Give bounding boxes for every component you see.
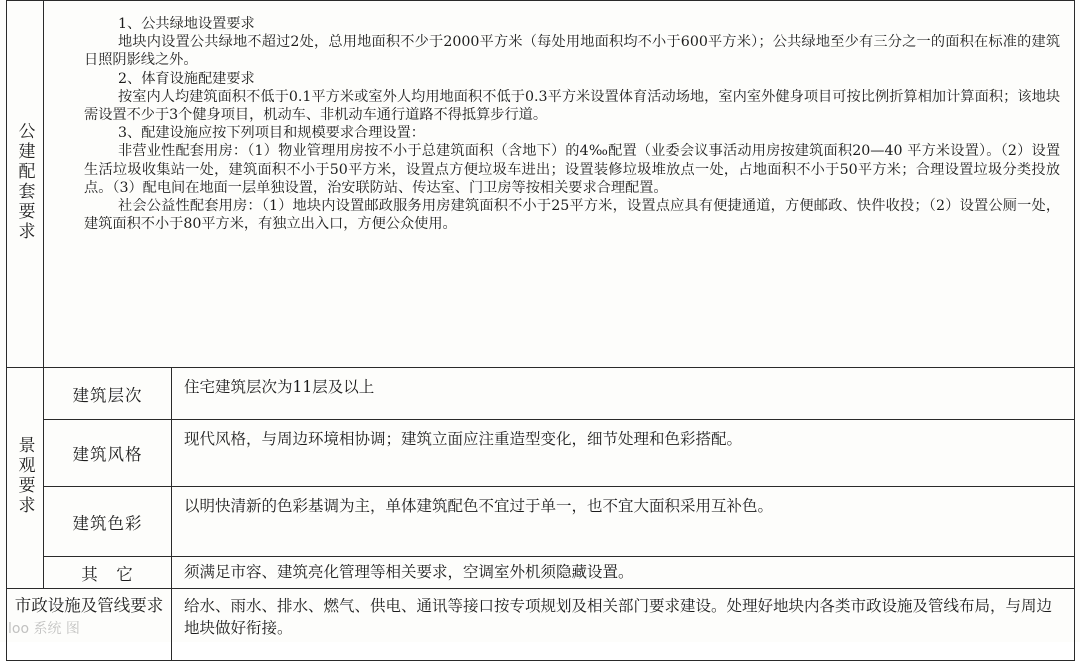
landscape-color-label: 建筑色彩 [44, 487, 172, 557]
landscape-color-value: 以明快清新的色彩基调为主，单体建筑配色不宜过于单一，也不宜大面积采用互补色。 [172, 487, 1075, 557]
watermark-logo: loo 系统 图 [8, 621, 80, 637]
planning-requirements-table [6, 0, 1075, 661]
public-facilities-row [7, 1, 1075, 368]
public-facilities-label: 公建配套要求 [14, 122, 35, 242]
public-facilities-label-cell [7, 1, 44, 368]
landscape-row-other [7, 557, 1075, 589]
landscape-label: 景观要求 [14, 436, 35, 516]
landscape-label-cell [7, 368, 44, 589]
paragraph-green-space: 地块内设置公共绿地不超过2处，总用地面积不少于2000平方米（每处用地面积均不小于600平方米）；公共绿地至少有三分之一的面积在标准的建筑日照阴影线之外。 [84, 34, 1061, 69]
landscape-other-label: 其 它 [44, 557, 172, 589]
landscape-row-color [7, 487, 1075, 557]
paragraph-non-commercial: 非营业性配套用房：（1）物业管理用房按不小于总建筑面积（含地下）的4‰配置（业委会议事活动用房按建筑面积20—40 平方米设置）。（2）设置生活垃圾收集站一处，建筑面积不小于50平方米，设置点方便垃圾车进出；设置装修垃圾堆放点一处，占地面积不小于50平方米；合理设置垃圾分类投放点。（3）配电间在地面一层单独设置，治安联防站、传达室、门卫房等按相关要求合理配置。 [84, 143, 1061, 196]
public-facilities-content [44, 1, 1075, 368]
paragraph-green-space-title: 1、公共绿地设置要求 [118, 16, 255, 32]
paragraph-sports: 按室内人均建筑面积不低于0.1平方米或室外人均用地面积不低于0.3平方米设置体育活动场地，室内室外健身项目可按比例折算相加计算面积；该地块需设置不少于3个健身项目，机动车、非机动车通行道路不得抵算步行道。 [84, 88, 1061, 124]
landscape-other-value: 须满足市容、建筑亮化管理等相关要求，空调室外机须隐藏设置。 [172, 557, 1075, 589]
landscape-style-label: 建筑风格 [44, 420, 172, 487]
municipal-row [7, 589, 1075, 661]
landscape-floors-label: 建筑层次 [44, 368, 172, 420]
paragraph-sports-title: 2、体育设施配建要求 [118, 70, 255, 87]
paragraph-facilities-title: 3、配建设施应按下列项目和规模要求合理设置： [118, 125, 425, 142]
paragraph-public-welfare: 社会公益性配套用房：（1）地块内设置邮政服务用房建筑面积不小于25平方米，设置点应具有便捷通道，方便邮政、快件收投；（2）设置公厕一处，建筑面积不小于80平方米，有独立出入口，方便公众使用。 [84, 198, 1061, 233]
municipal-label: 市政设施及管线要求 [7, 589, 172, 661]
landscape-row-floors [7, 368, 1075, 420]
landscape-style-value: 现代风格，与周边环境相协调；建筑立面应注重造型变化，细节处理和色彩搭配。 [172, 420, 1075, 487]
landscape-row-style [7, 420, 1075, 487]
municipal-value: 给水、雨水、排水、燃气、供电、通讯等接口按专项规划及相关部门要求建设。处理好地块内各类市政设施及管线布局，与周边地块做好衔接。 [172, 589, 1075, 661]
landscape-floors-value: 住宅建筑层次为11层及以上 [172, 368, 1075, 420]
